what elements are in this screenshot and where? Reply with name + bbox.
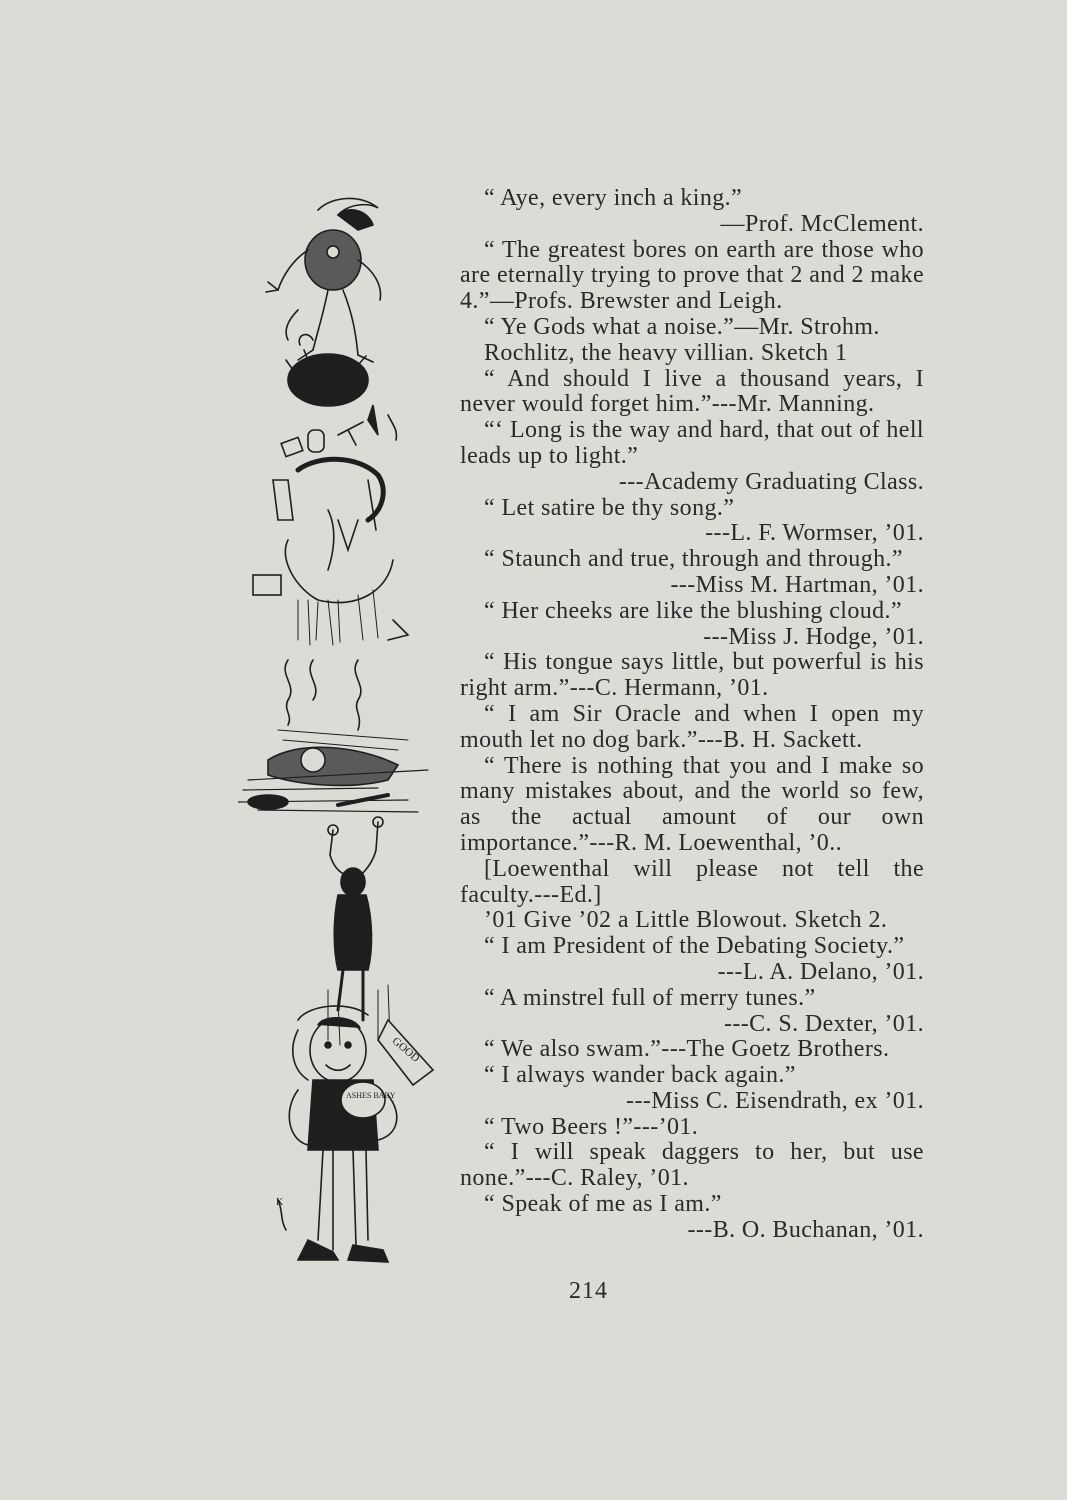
scattered-objects-sketch: [253, 405, 408, 645]
quotation-paragraph: “ A minstrel full of merry tunes.”: [484, 984, 816, 1011]
attribution-line: —Prof. McClement.: [720, 210, 924, 237]
quotation-paragraph: “ Ye Gods what a noise.”—Mr. Strohm.: [484, 313, 880, 340]
quotation-paragraph: [Loewenthal will please not tell the faculty.---Ed.]: [460, 855, 924, 908]
attribution-line: ---L. F. Wormser, ’01.: [705, 520, 924, 547]
raised-fists-man-sketch: [328, 817, 390, 1045]
quotation-paragraph: “ I will speak daggers to her, but use none.”---C. Raley, ’01.: [460, 1139, 924, 1192]
king-figure-sketch: [266, 198, 381, 362]
creature-sketch: [286, 335, 368, 406]
illustration-column: [238, 190, 438, 1280]
quotation-paragraph: ’01 Give ’02 a Little Blowout. Sketch 2.: [484, 907, 888, 934]
attribution-line: ---Miss M. Hartman, ’01.: [670, 571, 924, 598]
quotation-paragraph: “ Staunch and true, through and through.”: [484, 546, 903, 573]
quotation-paragraph: “‘ Long is the way and hard, that out of hell leads up to light.”: [460, 417, 924, 469]
badge-lettering: ASHES BABY: [346, 1091, 396, 1100]
svg-text:K: K: [276, 1197, 284, 1208]
quotations-column: [460, 186, 924, 1244]
quotation-paragraph: “ I am Sir Oracle and when I open my mouth let no dog bark.”---B. H. Sackett.: [460, 700, 924, 753]
quotation-paragraph: “ I always wander back again.”: [484, 1062, 796, 1089]
boy-with-sign-sketch: [276, 1006, 433, 1262]
page-number: 214: [569, 1278, 608, 1304]
sketch-illustrations: [238, 190, 438, 1280]
attribution-line: ---B. O. Buchanan, ’01.: [687, 1216, 924, 1243]
quotation-paragraph: “ I am President of the Debating Society.”: [484, 933, 905, 960]
attribution-line: ---Academy Graduating Class.: [618, 468, 924, 495]
quotation-paragraph: “ The greatest bores on earth are those who are eternally trying to prove that 2 and 2 make 4.”—Profs. Brewster and Leigh.: [460, 236, 924, 315]
quotation-paragraph: “ Aye, every inch a king.”: [484, 185, 743, 211]
quotation-paragraph: “ Let satire be thy song.”: [484, 494, 735, 521]
quotation-paragraph: Rochlitz, the heavy villian. Sketch 1: [484, 339, 848, 366]
quotation-paragraph: “ Two Beers !”---’01.: [484, 1113, 699, 1140]
quotation-paragraph: “ There is nothing that you and I make so many mistakes about, and the world so few, as the actual amount of our own importance.”---R. M. Loewenthal, ’0..: [460, 752, 924, 856]
attribution-line: ---Miss J. Hodge, ’01.: [703, 623, 924, 650]
attribution-line: ---C. S. Dexter, ’01.: [723, 1010, 924, 1037]
sign-lettering: GOOD: [389, 1035, 422, 1065]
quotation-paragraph: “ His tongue says little, but powerful is his right arm.”---C. Hermann, ’01.: [460, 649, 924, 702]
quotation-paragraph: “ We also swam.”---The Goetz Brothers.: [484, 1036, 890, 1063]
quotation-paragraph: “ And should I live a thousand years, I never would forget him.”---Mr. Manning.: [460, 365, 924, 418]
quotation-paragraph: “ Speak of me as I am.”: [484, 1191, 722, 1218]
quotation-paragraph: “ Her cheeks are like the blushing cloud.”: [484, 597, 902, 624]
attribution-line: ---Miss C. Eisendrath, ex ’01.: [626, 1087, 924, 1114]
attribution-line: ---L. A. Delano, ’01.: [717, 958, 924, 985]
wreckage-sketch: [238, 660, 428, 812]
